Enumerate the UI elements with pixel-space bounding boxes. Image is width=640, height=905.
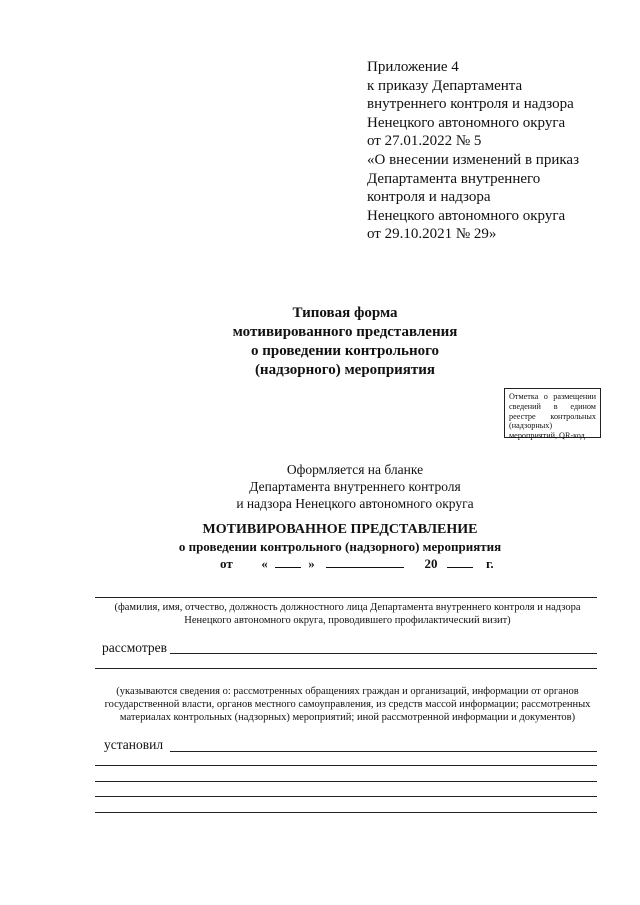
considered-field[interactable] — [170, 653, 597, 654]
appendix-line: контроля и надзора — [367, 189, 491, 206]
form-title — [150, 304, 540, 380]
appendix-line: от 29.10.2021 № 29» — [367, 226, 497, 243]
established-label: установил — [104, 737, 164, 752]
letterhead-note-line: Оформляется на бланке — [286, 462, 424, 477]
established-field-line[interactable] — [95, 765, 597, 766]
form-title-line: Типовая форма — [292, 305, 398, 321]
considered-field-continued[interactable] — [95, 668, 597, 669]
appendix-line: к приказу Департамента — [367, 77, 523, 94]
established-field-line[interactable] — [95, 781, 597, 782]
caption-line: (фамилия, имя, отчество, должность должностного лица Департамента внутреннего контроля и надзора — [114, 602, 581, 613]
form-title-line: о проведении контрольного — [250, 343, 440, 359]
appendix-line: Департамента внутреннего — [367, 170, 541, 187]
established-field-line[interactable] — [95, 796, 597, 797]
caption-line: государственной власти, органов местного самоуправления, из средств массой информации; рассмотренных — [104, 699, 591, 710]
registry-mark-box — [504, 388, 601, 441]
appendix-block — [367, 58, 632, 244]
appendix-line: от 27.01.2022 № 5 — [367, 133, 482, 150]
date-from-label: от — [220, 556, 233, 571]
year-field[interactable] — [447, 555, 473, 568]
appendix-line: Приложение 4 — [367, 59, 459, 75]
date-line — [220, 555, 494, 572]
considered-label: рассмотрев — [102, 640, 168, 655]
document-subtitle: о проведении контрольного (надзорного) мероприятия — [178, 539, 502, 554]
caption-line: (указываются сведения о: рассмотренных обращениях граждан и организаций, информации от органов — [116, 686, 579, 697]
appendix-line: Ненецкого автономного округа — [367, 207, 566, 224]
year-prefix: 20 — [424, 556, 438, 571]
date-close-quote: » — [308, 556, 315, 571]
registry-mark-text: Отметка о размещении сведений в едином реестре контрольных (надзорных) мероприятий, QR-код — [509, 392, 596, 441]
month-field[interactable] — [326, 555, 404, 568]
official-name-field[interactable] — [95, 597, 597, 598]
letterhead-note-line: и надзора Ненецкого автономного округа — [236, 496, 474, 511]
considered-field-caption — [90, 685, 605, 724]
established-field[interactable] — [170, 751, 597, 752]
letterhead-note-line: Департамента внутреннего контроля — [249, 479, 461, 494]
appendix-line: «О внесении изменений в приказ — [367, 151, 579, 168]
appendix-line: внутреннего контроля и надзора — [367, 96, 574, 113]
established-field-line[interactable] — [95, 812, 597, 813]
caption-line: материалах контрольных (надзорных) мероприятий; иной рассмотренной информации и документов) — [119, 712, 576, 723]
appendix-line: Ненецкого автономного округа — [367, 114, 566, 131]
official-field-caption — [90, 601, 605, 627]
day-field[interactable] — [275, 555, 301, 568]
form-title-line: мотивированного представления — [232, 324, 458, 340]
letterhead-note — [205, 461, 505, 512]
form-title-line: (надзорного) мероприятия — [254, 362, 436, 378]
date-open-quote: « — [261, 556, 268, 571]
caption-line: Ненецкого автономного округа, проводившего профилактический визит) — [184, 615, 511, 626]
document-title: МОТИВИРОВАННОЕ ПРЕДСТАВЛЕНИЕ — [202, 522, 478, 537]
year-suffix: г. — [485, 556, 494, 571]
